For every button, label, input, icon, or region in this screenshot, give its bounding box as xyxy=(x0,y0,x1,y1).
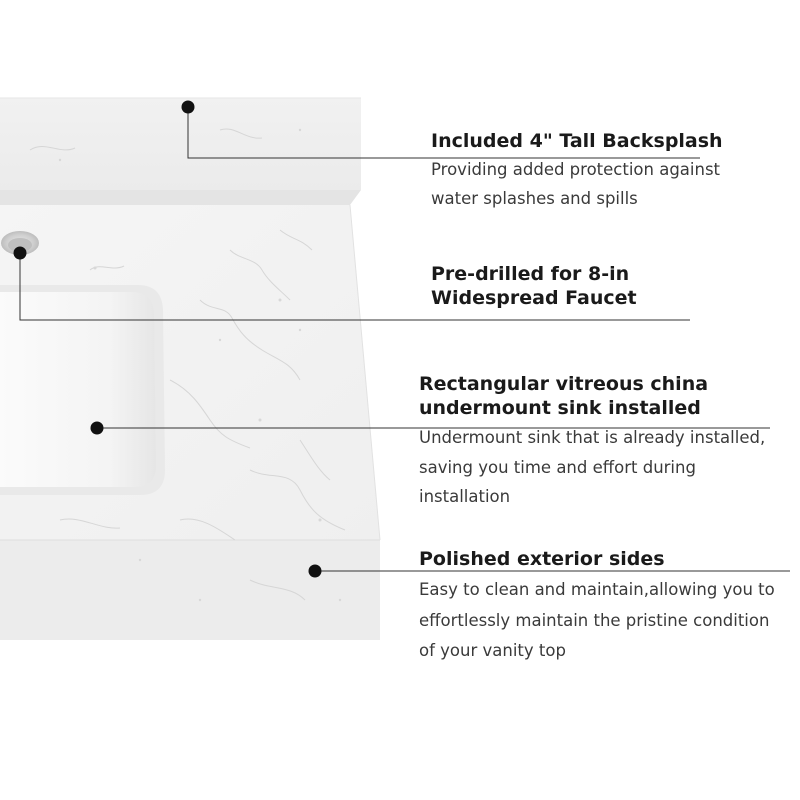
dot-backsplash xyxy=(182,101,195,114)
callout-desc-line: Easy to clean and maintain,allowing you to xyxy=(419,580,775,599)
callout-sink xyxy=(419,372,765,509)
sink-basin xyxy=(0,285,165,495)
callout-desc-line: effortlessly maintain the pristine condition xyxy=(419,610,770,630)
callout-heading-line: Pre-drilled for 8-in xyxy=(431,263,630,285)
dot-sink xyxy=(91,422,104,435)
callout-desc-line: water splashes and spills xyxy=(431,188,638,208)
callout-backsplash xyxy=(431,129,723,210)
callout-faucet xyxy=(431,262,637,310)
callout-desc-line: saving you time and effort during xyxy=(419,457,696,477)
callout-desc-line: of your vanity top xyxy=(419,641,566,660)
callout-desc-line: Providing added protection against xyxy=(431,160,721,179)
callout-heading-line: Rectangular vitreous china xyxy=(419,373,709,395)
callout-desc-line: Undermount sink that is already installed, xyxy=(419,428,766,447)
callout-heading: Polished exterior sides xyxy=(419,548,665,570)
callout-desc-line: installation xyxy=(419,487,511,506)
callout-sides xyxy=(419,547,775,663)
dot-sides xyxy=(309,565,322,578)
callout-heading: Included 4" Tall Backsplash xyxy=(431,130,723,152)
backsplash xyxy=(0,98,361,205)
dot-faucet-hole xyxy=(14,247,27,260)
callout-heading-line: undermount sink installed xyxy=(419,397,701,419)
callout-heading-line: Widespread Faucet xyxy=(431,287,637,309)
